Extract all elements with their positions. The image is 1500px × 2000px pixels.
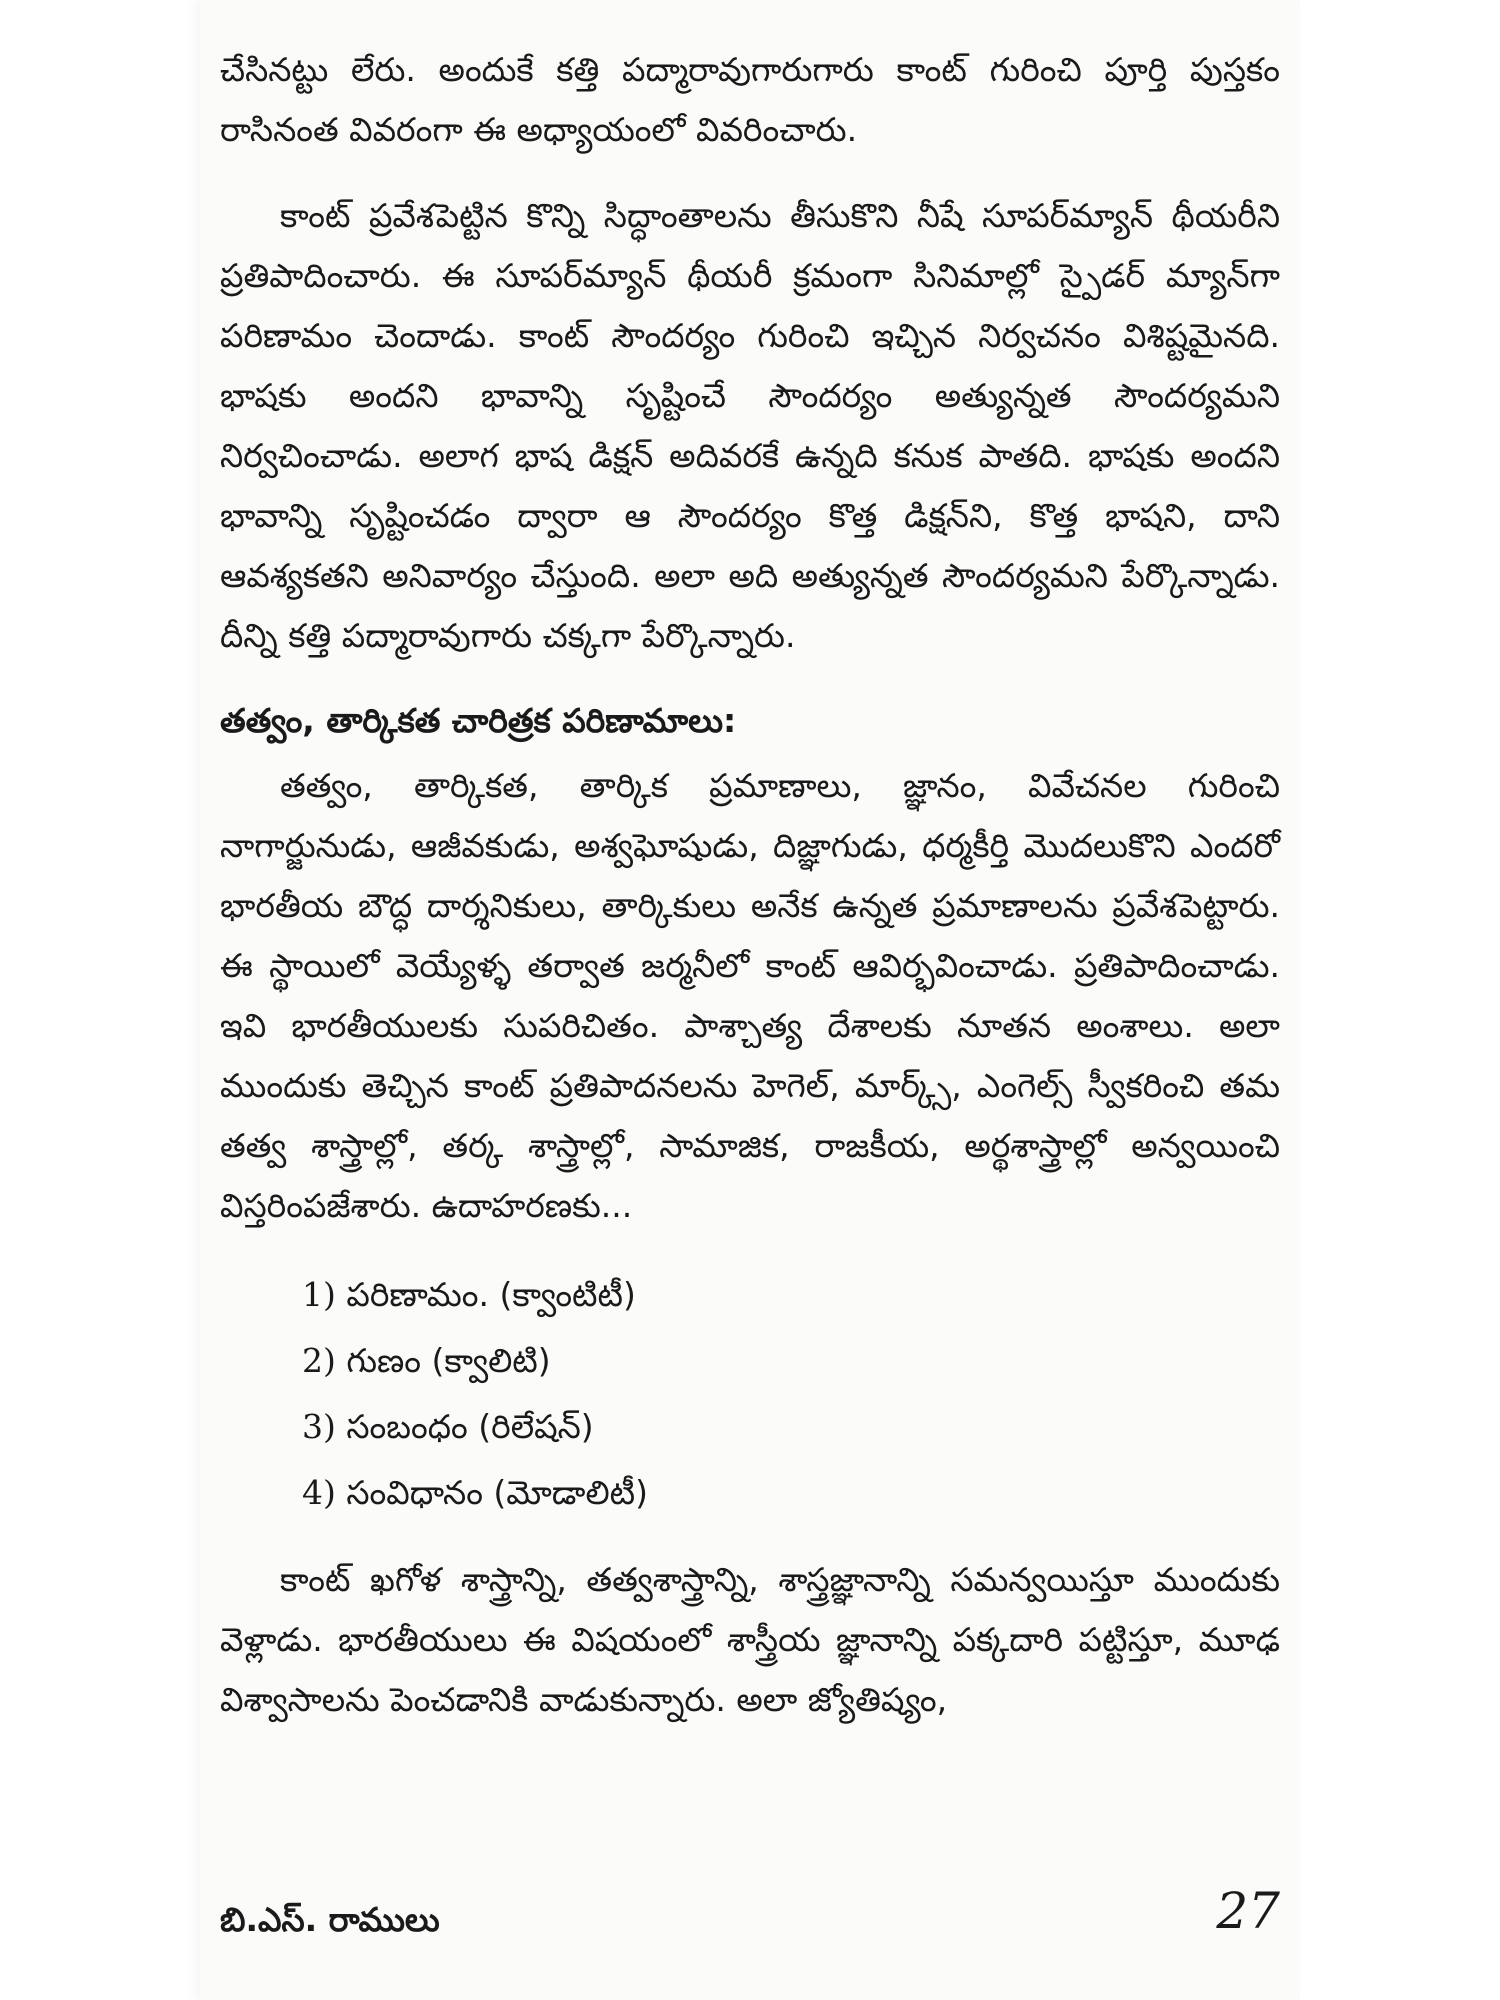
book-page	[200, 0, 1300, 2000]
page-footer	[220, 1882, 1280, 1958]
author-name: బి.ఎస్. రాములు	[220, 1900, 440, 1939]
paragraph-kant-aesthetics: కాంట్ ప్రవేశపెట్టిన కొన్ని సిద్ధాంతాలను తీసుకొని నీషే సూపర్‌మ్యాన్ థీయరీని ప్రతిపాదించారు. ఈ సూపర్‌మ్యాన్ థీయరీ క్రమంగా సినిమాల్లో స్పైడర్ మ్యాన్‌గా పరిణామం చెందాడు. కాంట్ సౌందర్యం గురించి ఇచ్చిన నిర్వచనం విశిష్టమైనది. భాషకు అందని భావాన్ని సృష్టించే సౌందర్యం అత్యున్నత సౌందర్యమని నిర్వచించాడు. అలాగ భాష డిక్షన్ అదివరకే ఉన్నది కనుక పాతది. భాషకు అందని భావాన్ని సృష్టించడం ద్వారా ఆ సౌందర్యం కొత్త డిక్షన్‌ని, కొత్త భాషని, దాని ఆవశ్యకతని అనివార్యం చేస్తుంది. అలా అది అత్యున్నత సౌందర్యమని పేర్కొన్నాడు. దీన్ని కత్తి పద్మారావుగారు చక్కగా పేర్కొన్నారు.	[220, 196, 1280, 655]
list-item-text: పరిణామం. (క్వాంటిటీ)	[346, 1275, 636, 1314]
list-item	[302, 1328, 1280, 1394]
list-item	[302, 1394, 1280, 1460]
list-item-text: గుణం (క్వాలిటి)	[346, 1341, 551, 1380]
list-item	[302, 1262, 1280, 1328]
list-item-number: 2)	[302, 1341, 336, 1380]
list-item-number: 1)	[302, 1275, 336, 1314]
page-content	[220, 40, 1280, 1756]
paragraph-closing: కాంట్ ఖగోళ శాస్త్రాన్ని, తత్వశాస్త్రాన్ని, శాస్త్రజ్ఞానాన్ని సమన్వయిస్తూ ముందుకు వెళ్లాడు. భారతీయులు ఈ విషయంలో శాస్త్రీయ జ్ఞానాన్ని పక్కదారి పట్టిస్తూ, మూఢ విశ్వాసాలను పెంచడానికి వాడుకున్నారు. అలా జ్యోతిష్యం,	[220, 1560, 1280, 1719]
list-item	[302, 1460, 1280, 1526]
list-item-text: సంబంధం (రిలేషన్)	[346, 1407, 594, 1446]
list-item-text: సంవిధానం (మోడాలిటీ)	[346, 1473, 648, 1512]
categories-list	[220, 1262, 1280, 1526]
page-number: 27	[1216, 1882, 1280, 1940]
list-item-number: 3)	[302, 1407, 336, 1446]
section-heading: తత్వం, తార్కికత చారిత్రక పరిణామాలు:	[220, 701, 737, 740]
paragraph-continuation: చేసినట్టు లేరు. అందుకే కత్తి పద్మారావుగారుగారు కాంట్ గురించి పూర్తి పుస్తకం రాసినంత వివరంగా ఈ అధ్యాయంలో వివరించారు.	[220, 50, 1280, 149]
list-item-number: 4)	[302, 1473, 336, 1512]
paragraph-philosophy-history: తత్వం, తార్కికత, తార్కిక ప్రమాణాలు, జ్ఞానం, వివేచనల గురించి నాగార్జునుడు, ఆజీవకుడు, అశ్వఘోషుడు, దిజ్ఞాగుడు, ధర్మకీర్తి మొదలుకొని ఎందరో భారతీయ బౌద్ధ దార్శనికులు, తార్కికులు అనేక ఉన్నత ప్రమాణాలను ప్రవేశపెట్టారు. ఈ స్థాయిలో వెయ్యేళ్ళ తర్వాత జర్మనీలో కాంట్ ఆవిర్భవించాడు. ప్రతిపాదించాడు. ఇవి భారతీయులకు సుపరిచితం. పాశ్చాత్య దేశాలకు నూతన అంశాలు. అలా ముందుకు తెచ్చిన కాంట్ ప్రతిపాదనలను హెగెల్, మార్క్స్, ఎంగెల్స్ స్వీకరించి తమ తత్వ శాస్త్రాల్లో, తర్క శాస్త్రాల్లో, సామాజిక, రాజకీయ, అర్థశాస్త్రాల్లో అన్వయించి విస్తరింపజేశారు. ఉదాహరణకు...	[220, 766, 1280, 1225]
